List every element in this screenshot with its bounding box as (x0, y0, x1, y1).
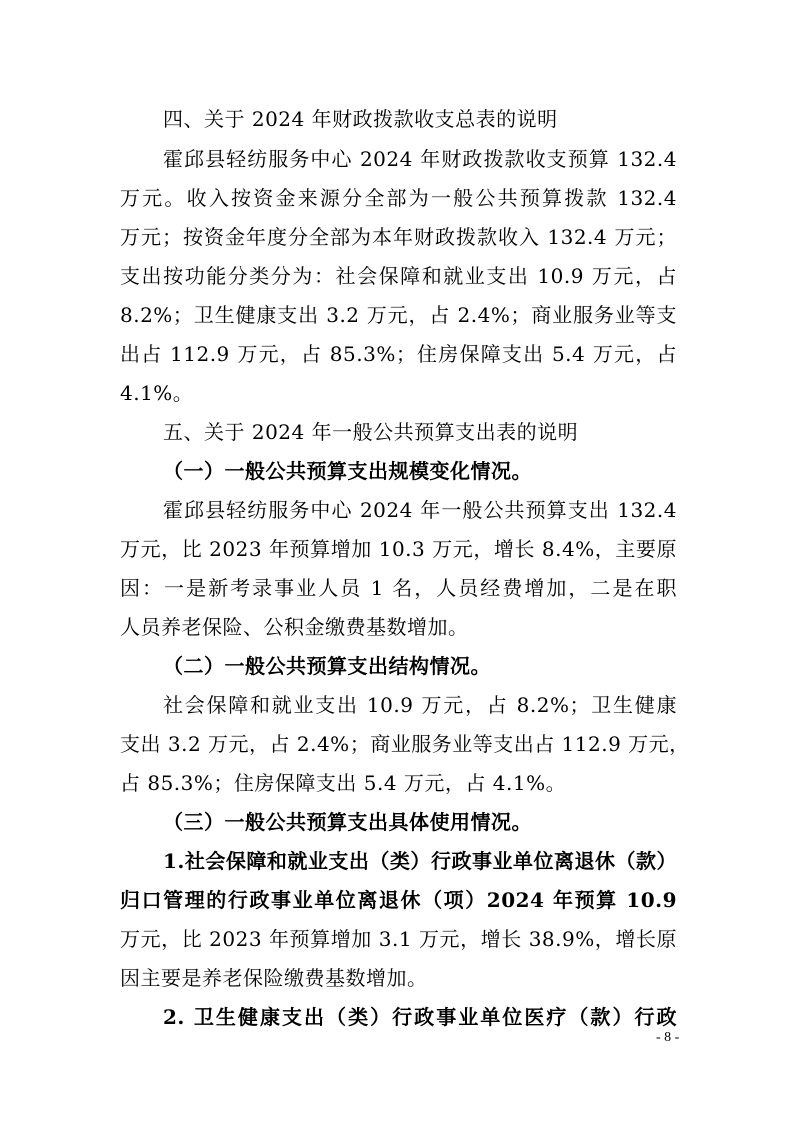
paragraph-line: 万元，比 2023 年预算增加 10.3 万元，增长 8.4%，主要原 (120, 537, 677, 561)
section-heading-4: 四、关于 2024 年财政拨款收支总表的说明 (163, 107, 558, 131)
subsection-heading-3: （三）一般公共预算支出具体使用情况。 (163, 810, 532, 834)
paragraph-line: 万元。收入按资金来源分全部为一般公共预算拨款 132.4 (120, 186, 677, 210)
paragraph-line: 霍邱县轻纺服务中心 2024 年财政拨款收支预算 132.4 (163, 147, 677, 171)
paragraph-line: 支出按功能分类分为：社会保障和就业支出 10.9 万元，占 (120, 264, 677, 288)
section-heading-5: 五、关于 2024 年一般公共预算支出表的说明 (163, 420, 579, 444)
paragraph-line: 社会保障和就业支出 10.9 万元，占 8.2%；卫生健康 (163, 693, 677, 717)
item-2-heading-line: 2. 卫生健康支出（类）行政事业单位医疗（款）行政 (163, 1005, 677, 1029)
paragraph-line: 支出 3.2 万元，占 2.4%；商业服务业等支出占 112.9 万元， (120, 732, 690, 756)
paragraph-line: 8.2%；卫生健康支出 3.2 万元，占 2.4%；商业服务业等支 (120, 303, 677, 327)
paragraph-line: 霍邱县轻纺服务中心 2024 年一般公共预算支出 132.4 (163, 498, 677, 522)
item-1-heading-line: 1.社会保障和就业支出（类）行政事业单位离退休（款） (163, 849, 677, 873)
paragraph-line: 因：一是新考录事业人员 1 名，人员经费增加，二是在职 (120, 576, 677, 600)
paragraph-line: 因主要是养老保险缴费基数增加。 (120, 966, 428, 990)
paragraph-line: 出占 112.9 万元，占 85.3%；住房保障支出 5.4 万元，占 (120, 342, 677, 366)
subsection-heading-1: （一）一般公共预算支出规模变化情况。 (163, 459, 532, 483)
subsection-heading-2: （二）一般公共预算支出结构情况。 (163, 654, 491, 678)
paragraph-line: 万元；按资金年度分全部为本年财政拨款收入 132.4 万元； (120, 225, 677, 249)
paragraph-line: 占 85.3%；住房保障支出 5.4 万元，占 4.1%。 (120, 771, 567, 795)
page-number: - 8 - (656, 1030, 680, 1045)
item-1-heading-line: 归口管理的行政事业单位离退休（项）2024 年预算 10.9 (120, 888, 677, 912)
paragraph-line: 人员养老保险、公积金缴费基数增加。 (120, 615, 469, 639)
paragraph-line: 4.1%。 (120, 381, 194, 405)
paragraph-line: 万元，比 2023 年预算增加 3.1 万元，增长 38.9%，增长原 (120, 927, 677, 951)
